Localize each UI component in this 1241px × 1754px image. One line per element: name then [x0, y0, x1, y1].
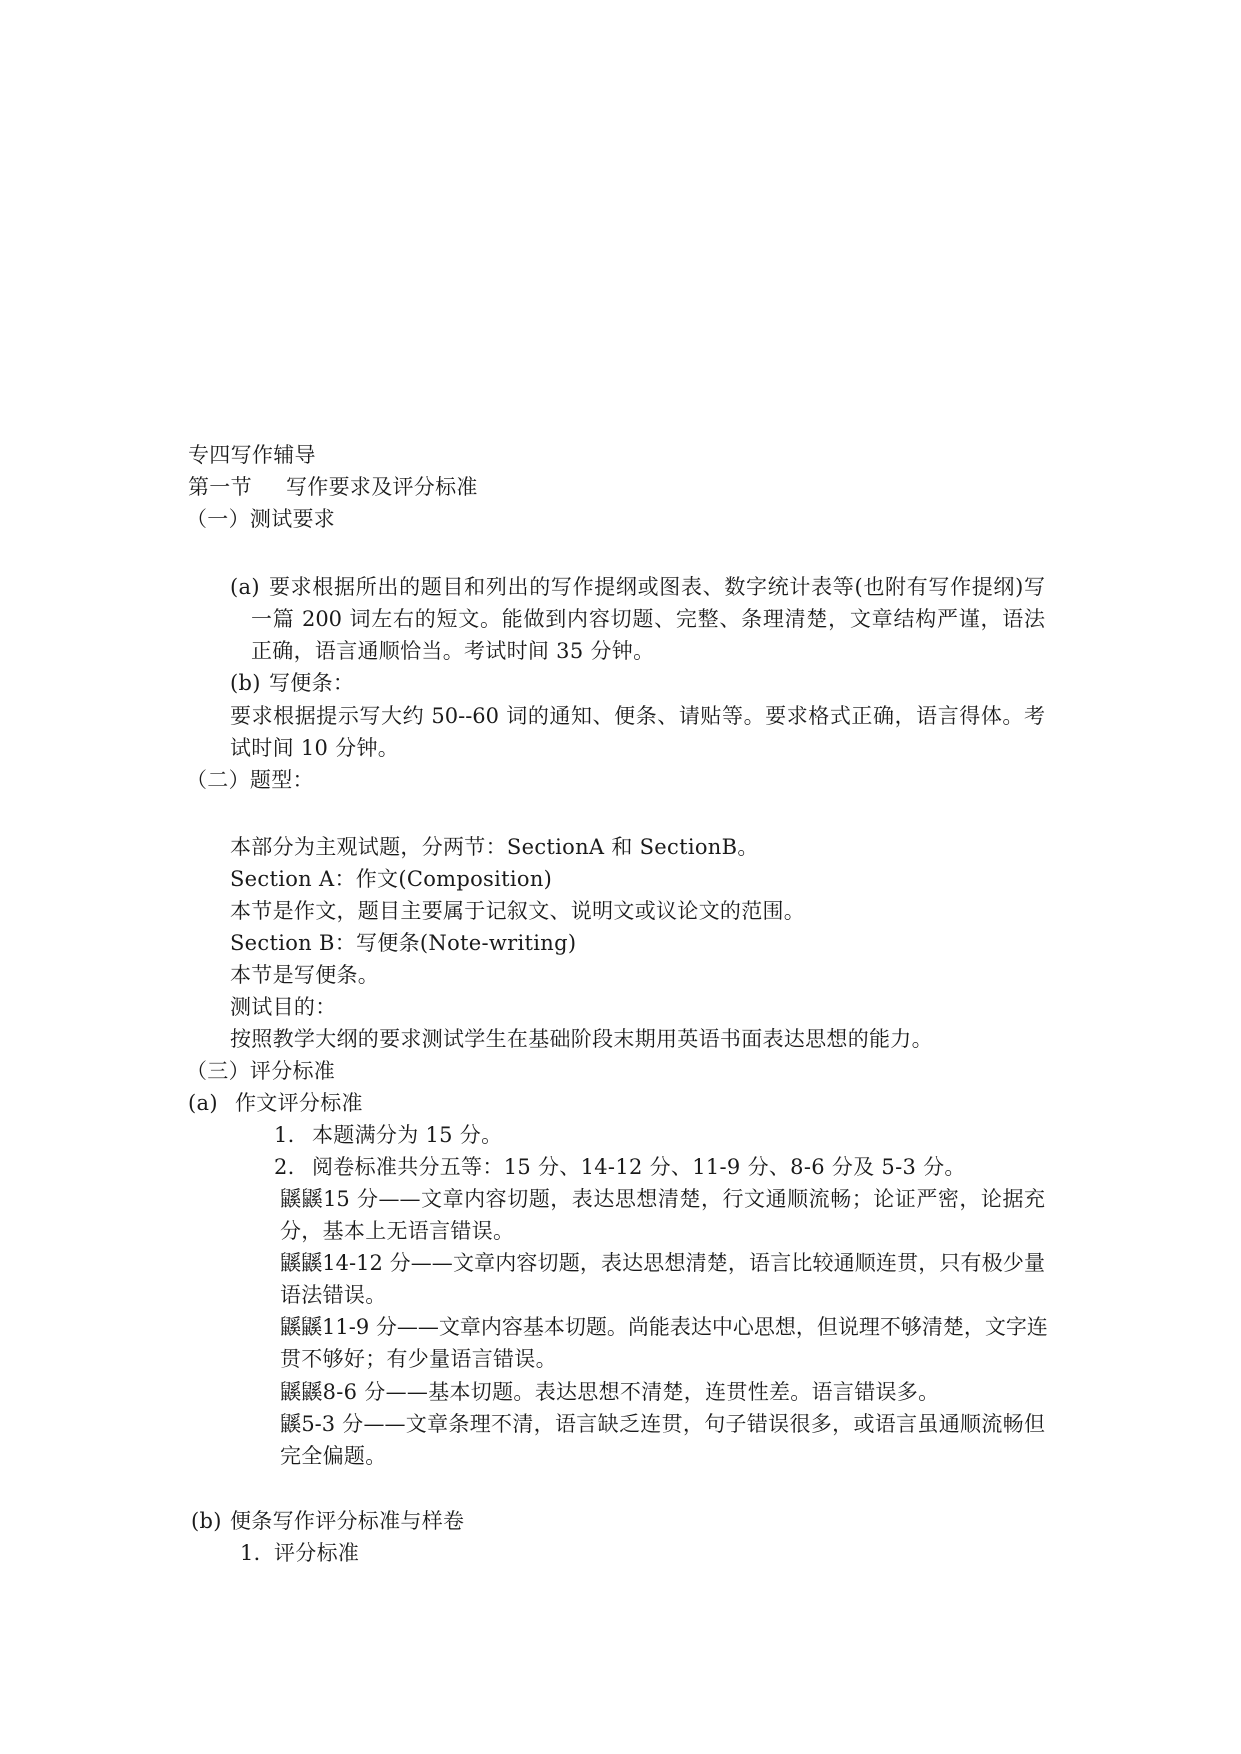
part1-item-b-line: 试时间 10 分钟。	[230, 736, 400, 760]
part2-line: Section A：作文(Composition)	[230, 867, 553, 891]
grade-line: 鼷鼷8-6 分——基本切题。表达思想不清楚，连贯性差。语言错误多。	[280, 1380, 940, 1404]
part3-item-b-marker: (b)	[191, 1509, 222, 1533]
part3-item-b-label: 便条写作评分标准与样卷	[230, 1509, 465, 1533]
grade-line: 完全偏题。	[280, 1444, 387, 1468]
grade-line: 语法错误。	[280, 1283, 387, 1307]
part1-item-a-line: 一篇 200 词左右的短文。能做到内容切题、完整、条理清楚，文章结构严谨，语法	[251, 607, 1045, 631]
part1-heading: （一）测试要求	[186, 507, 336, 531]
grade-line: 贯不够好；有少量语言错误。	[280, 1347, 557, 1371]
part3-item-a-numbered-text: 阅卷标准共分五等：15 分、14-12 分、11-9 分、8-6 分及 5-3 分。	[312, 1155, 966, 1179]
grade-line: 鼷鼷14-12 分——文章内容切题，表达思想清楚，语言比较通顺连贯，只有极少量	[280, 1251, 1045, 1275]
part3-item-a-marker: (a)	[188, 1091, 218, 1115]
part3-item-a-label: 作文评分标准	[235, 1091, 363, 1115]
part2-line: 按照教学大纲的要求测试学生在基础阶段末期用英语书面表达思想的能力。	[230, 1027, 933, 1051]
grade-line: 鼷鼷11-9 分——文章内容基本切题。尚能表达中心思想，但说理不够清楚，文字连	[280, 1315, 1048, 1339]
section-title: 写作要求及评分标准	[286, 475, 478, 499]
part2-line: 测试目的：	[230, 995, 337, 1019]
part2-heading: （二）题型：	[186, 768, 314, 792]
grade-line: 鼷5-3 分——文章条理不清，语言缺乏连贯，句子错误很多，或语言虽通顺流畅但	[280, 1412, 1045, 1436]
part3-item-a-numbered-marker: 1.	[274, 1123, 295, 1147]
part1-item-a-marker: (a)	[230, 575, 260, 599]
part2-line: 本部分为主观试题，分两节：SectionA 和 SectionB。	[230, 835, 759, 859]
grade-line: 分，基本上无语言错误。	[280, 1219, 515, 1243]
section-number: 第一节	[188, 475, 252, 499]
part3-item-a-numbered-text: 本题满分为 15 分。	[312, 1123, 503, 1147]
grade-line: 鼷鼷15 分——文章内容切题，表达思想清楚，行文通顺流畅；论证严密，论据充	[280, 1187, 1045, 1211]
part3-heading: （三）评分标准	[186, 1059, 336, 1083]
part2-line: Section B：写便条(Note-writing)	[230, 931, 577, 955]
part2-line: 本节是作文，题目主要属于记叙文、说明文或议论文的范围。	[230, 899, 806, 923]
document-title: 专四写作辅导	[188, 443, 316, 467]
part3-item-b-numbered-text: 评分标准	[274, 1541, 360, 1565]
part1-item-a-line: 要求根据所出的题目和列出的写作提纲或图表、数字统计表等(也附有写作提纲)写	[269, 575, 1045, 599]
part1-item-a-line: 正确，语言通顺恰当。考试时间 35 分钟。	[251, 639, 655, 663]
part1-item-b-label: 写便条：	[269, 671, 355, 695]
part3-item-a-numbered-marker: 2.	[274, 1155, 295, 1179]
part1-item-b-line: 要求根据提示写大约 50--60 词的通知、便条、请贴等。要求格式正确，语言得体。考	[230, 704, 1045, 728]
part2-line: 本节是写便条。	[230, 963, 380, 987]
part1-item-b-marker: (b)	[230, 671, 261, 695]
part3-item-b-numbered-marker: 1．	[240, 1541, 275, 1565]
